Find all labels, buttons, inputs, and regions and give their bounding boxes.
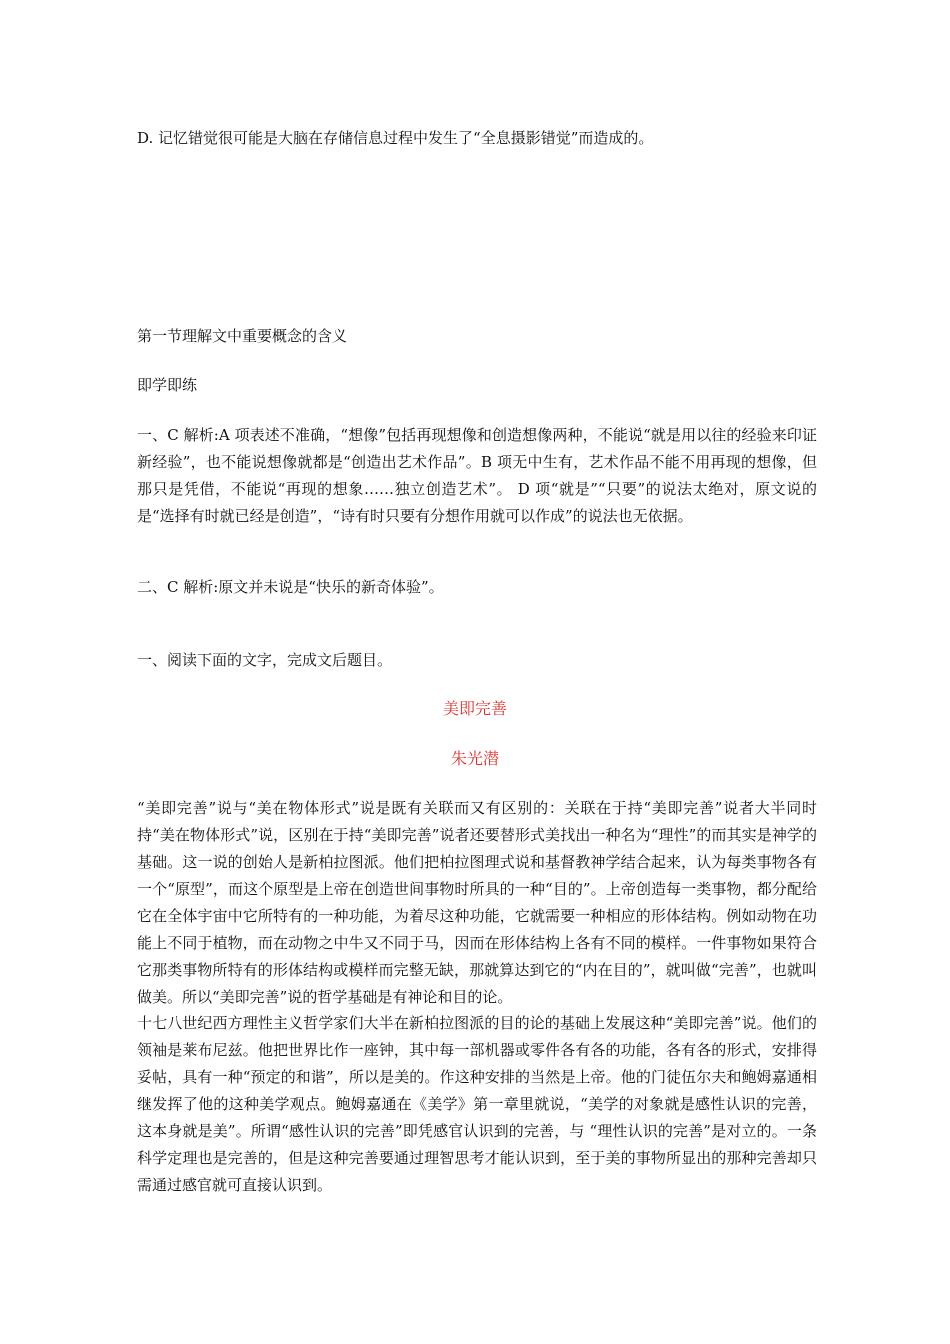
- article-title: 美即完善: [442, 699, 507, 718]
- article-author: 朱光潜: [450, 749, 499, 768]
- section-title: 第一节理解文中重要概念的含义: [137, 327, 348, 345]
- reading-instruction: 一、阅读下面的文字，完成文后题目。: [137, 651, 393, 669]
- option-d-text: D. 记忆错觉很可能是大脑在存储信息过程中发生了“全息摄影错觉”而造成的。: [137, 129, 654, 147]
- answer-1-paragraph: 一、C 解析:A 项表述不准确，“想像”包括再现想像和创造想像两种，不能说“就是用以往的经验来印证新经验”，也不能说想像就都是“创造出艺术作品”。B 项无中生有，艺术作品不能不用再现的想像，但那只是凭借，不能说“再现的想象……独立创造艺术”。 D 项“就是”“只要”的说法太绝对，原文说的是“选择有时就已经是创造”，“诗有时只要有分想作用就可以作成”的说法也无依据。: [137, 426, 817, 525]
- answer-2-paragraph: 二、C 解析:原文并未说是“快乐的新奇体验”。: [137, 578, 444, 596]
- article-paragraph-2: 十七八世纪西方理性主义哲学家们大半在新柏拉图派的目的论的基础上发展这种“美即完善”说。他们的领袖是莱布尼兹。他把世界比作一座钟，其中每一部机器或零件各有各的功能，各有各的形式，安排得妥帖，具有一种“预定的和谐”，所以是美的。作这种安排的当然是上帝。他的门徒伍尔夫和鲍姆嘉通相继发挥了他的这种美学观点。鲍姆嘉通在《美学》第一章里就说，“美学的对象就是感性认识的完善，这本身就是美”。所谓“感性认识的完善”即凭感官认识到的完善，与 “理性认识的完善”是对立的。一条科学定理也是完善的，但是这种完善要通过理智思考才能认识到，至于美的事物所显出的那种完善却只需通过感官就可直接认识到。: [137, 1014, 817, 1194]
- article-paragraph-1: “美即完善”说与“美在物体形式”说是既有关联而又有区别的：关联在于持“美即完善”说者大半同时持“美在物体形式”说，区别在于持“美即完善”说者还要替形式美找出一种名为“理性”的而其实是神学的基础。这一说的创始人是新柏拉图派。他们把柏拉图理式说和基督教神学结合起来，认为每类事物各有一个“原型”，而这个原型是上帝在创造世间事物时所具的一种“目的”。上帝创造每一类事物，都分配给它在全体宇宙中它所特有的一种功能，为着尽这种功能，它就需要一种相应的形体结构。例如动物在功能上不同于植物，而在动物之中牛又不同于马，因而在形体结构上各有不同的模样。一件事物如果符合它那类事物所特有的形体结构或模样而完整无缺，那就算达到它的“内在目的”，就叫做“完善”，也就叫做美。所以“美即完善”说的哲学基础是有神论和目的论。: [137, 799, 817, 1006]
- practice-heading: 即学即练: [137, 376, 198, 394]
